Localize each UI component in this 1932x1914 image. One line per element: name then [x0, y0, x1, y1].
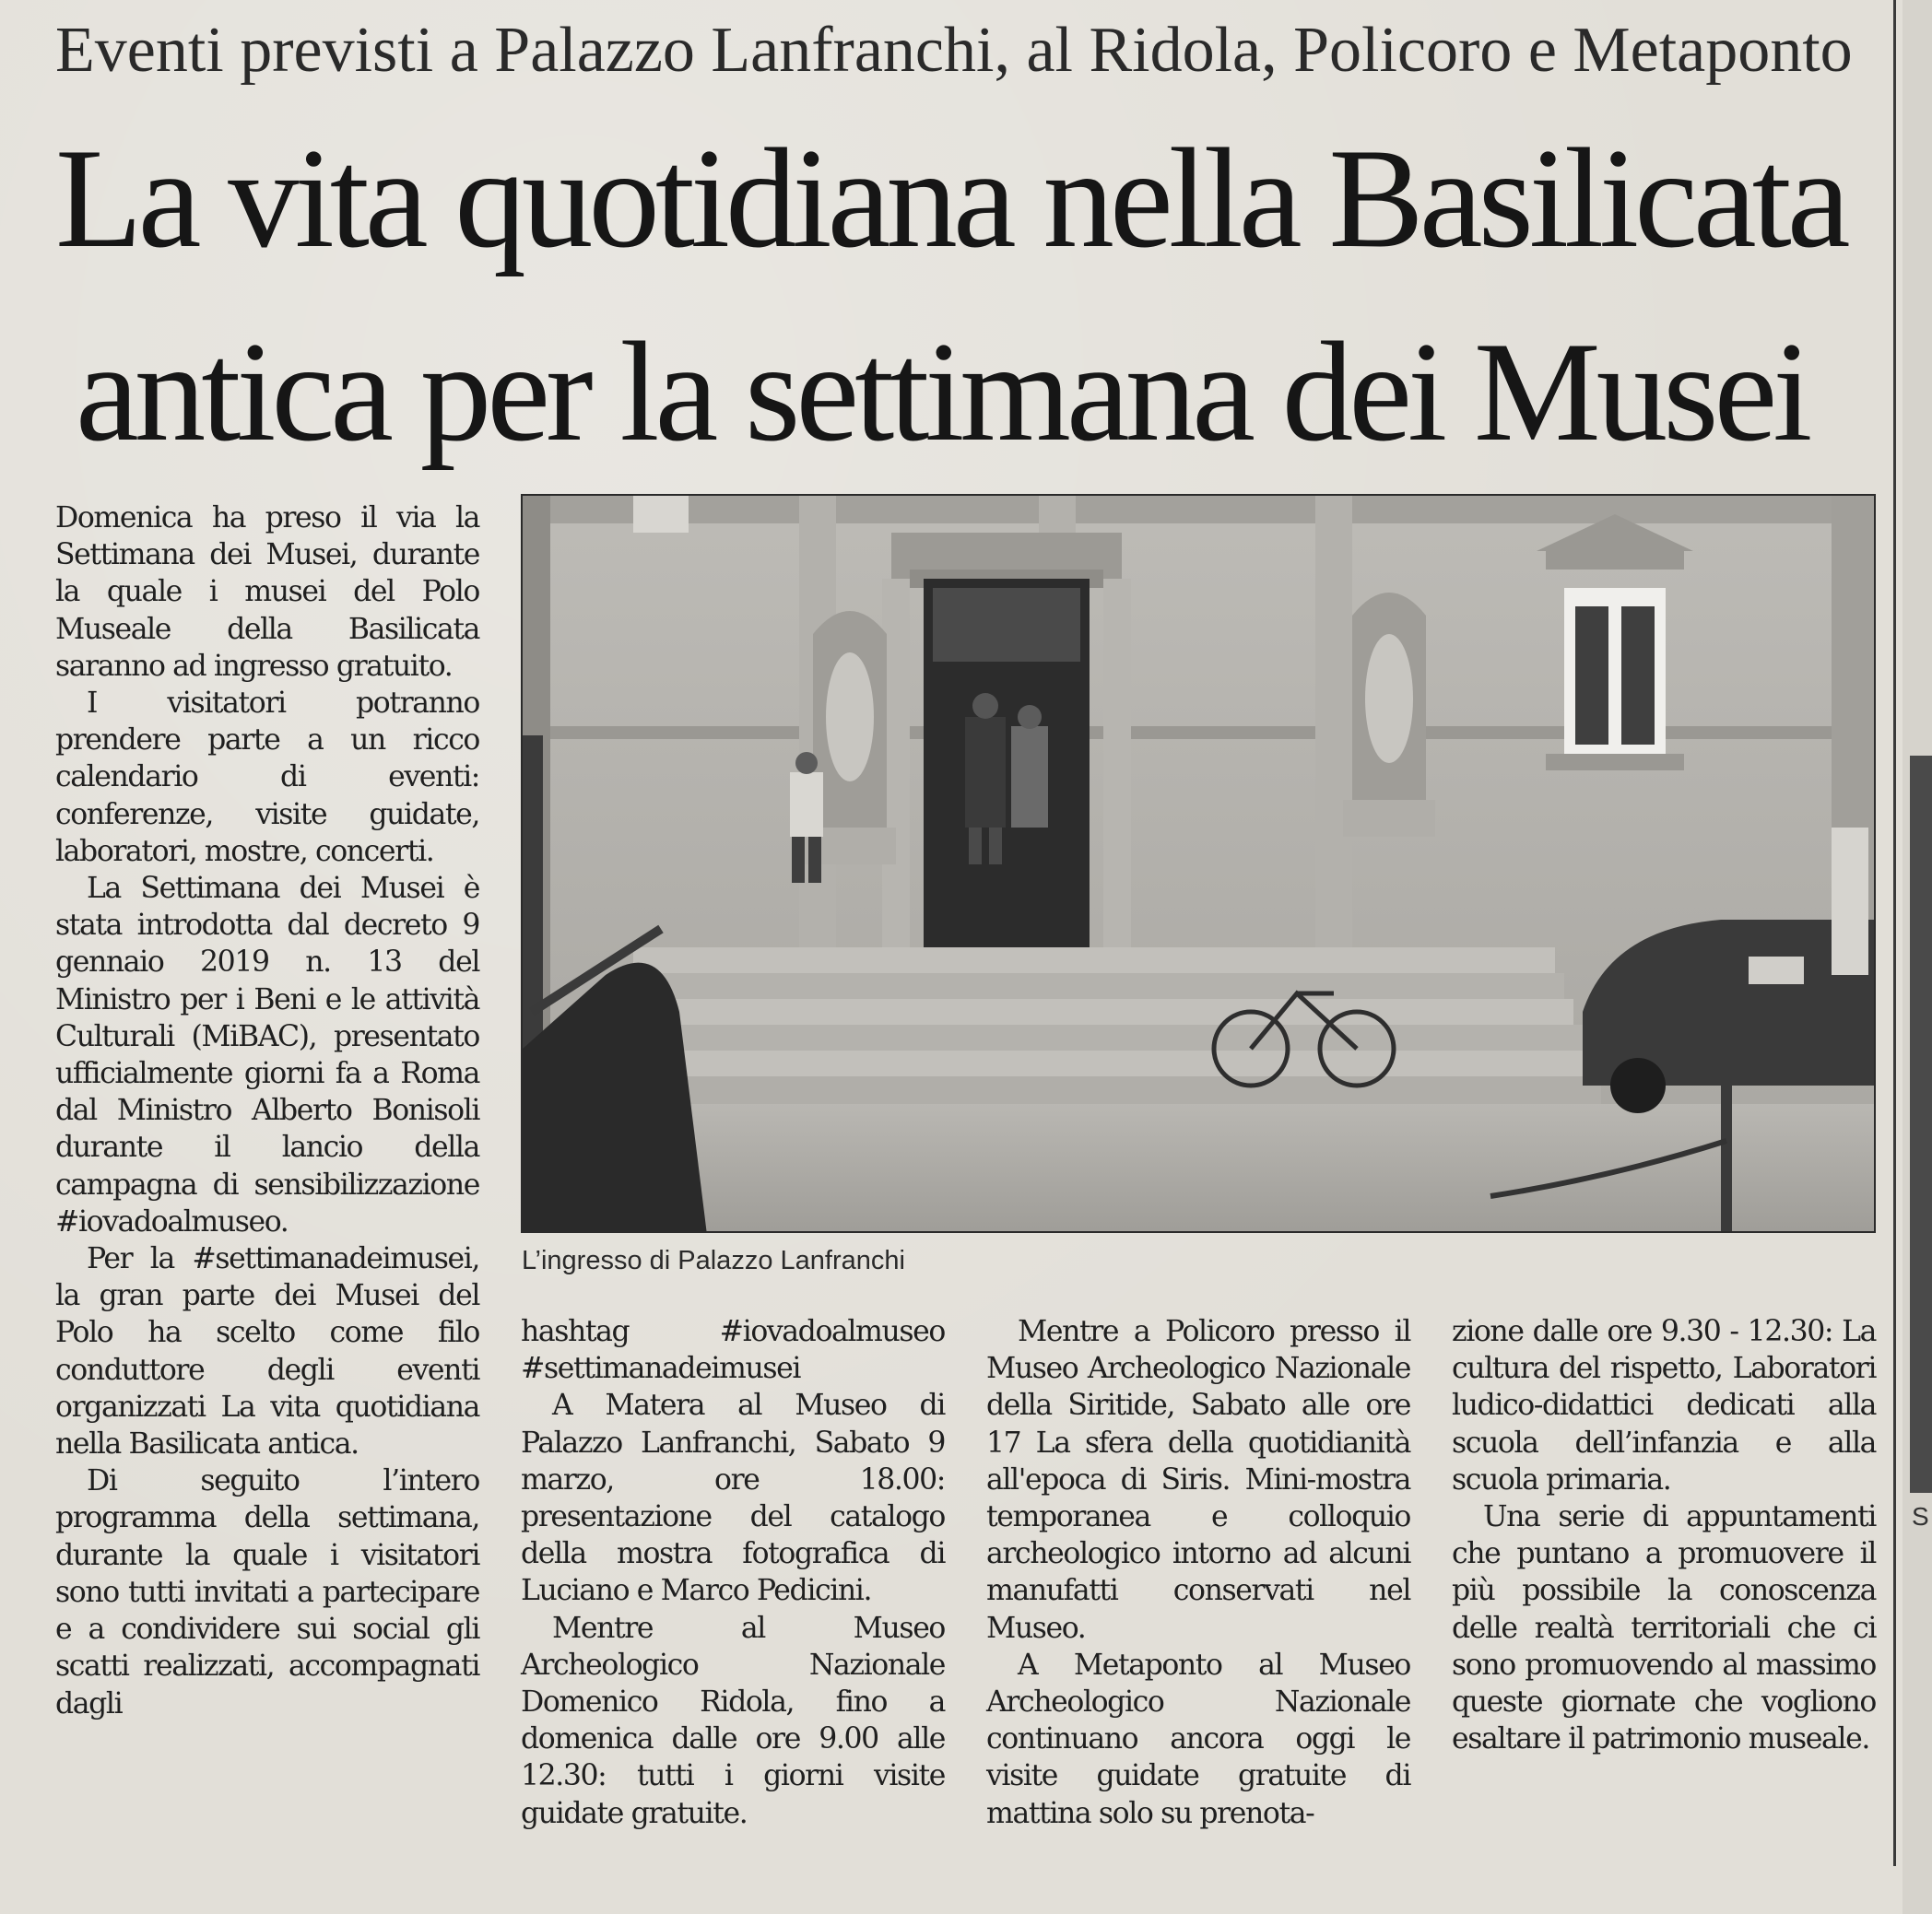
- column-divider: [1893, 0, 1896, 1866]
- article-photo: [521, 494, 1876, 1233]
- paragraph: Domenica ha preso il via la Settimana dei Musei, durante la quale i musei del Polo Museale della Basilicata saranno ad ingresso gratuito.: [55, 501, 479, 683]
- paragraph: Una serie di appuntamenti che puntano a promuovere il più possibile la conoscenza delle realtà territoriali che ci sono promuovendo al massimo queste giornate che vogliono esaltare il patrimonio museale.: [1452, 1500, 1876, 1756]
- paragraph: A Metaponto al Museo Archeologico Nazionale continuano ancora oggi le visite guidate gratuite di mattina solo su prenota-: [986, 1648, 1410, 1830]
- article-column-3: [986, 1313, 1410, 1866]
- paragraph: Mentre al Museo Archeologico Nazionale Domenico Ridola, fino a domenica dalle ore 9.00 alle 12.30: tutti i giorni visite guidate gratuite.: [521, 1611, 945, 1830]
- headline-line-1: La vita quotidiana nella Basilicata: [55, 119, 1846, 277]
- paragraph: La Settimana dei Musei è stata introdotta dal decreto 9 gennaio 2019 n. 13 del Ministro per i Beni e le attività Culturali (MiBAC), presentato ufficialmente giorni fa a Roma dal Ministro Alberto Bonisoli durante il lancio della campagna di sensibilizzazione #iovadoalmuseo.: [55, 872, 479, 1239]
- paragraph: I visitatori potranno prendere parte a un ricco calendario di eventi: conferenze, visite guidate, laboratori, mostre, concerti.: [55, 687, 479, 868]
- photo-caption: L’ingresso di Palazzo Lanfranchi: [522, 1246, 905, 1275]
- paragraph: A Matera al Museo di Palazzo Lanfranchi, Sabato 9 marzo, ore 18.00: presentazione del catalogo della mostra fotografica di Luciano e Marco Pedicini.: [521, 1389, 945, 1608]
- headline-line-2: antica per la settimana dei Musei: [76, 312, 1808, 471]
- paragraph: hashtag #iovadoalmuseo #settimanadeimusei: [521, 1315, 945, 1386]
- paragraph: Mentre a Policoro presso il Museo Archeologico Nazionale della Siritide, Sabato alle ore 17 La sfera della quotidianità all'epoca di Siris. Mini-mostra temporanea e colloquio archeologico intorno ad alcuni manufatti conservati nel Museo.: [986, 1315, 1410, 1645]
- paragraph: Di seguito l’intero programma della settimana, durante la quale i visitatori sono tutti invitati a partecipare e a condividere sui social gli scatti realizzati, accompagnati dagli: [55, 1464, 479, 1720]
- adjacent-page-photo: [1910, 756, 1932, 1493]
- article-column-1: [55, 499, 479, 1863]
- palazzo-entrance-image: [523, 496, 1876, 1233]
- paragraph: zione dalle ore 9.30 - 12.30: La cultura del rispetto, Laboratori ludico-didattici dedicati alla scuola dell’infanzia e alla scuola primaria.: [1452, 1315, 1876, 1497]
- article-column-4: [1452, 1313, 1876, 1866]
- article-kicker: Eventi previsti a Palazzo Lanfranchi, al Ridola, Policoro e Metaponto: [55, 15, 1853, 86]
- paragraph: Per la #settimanadeimusei, la gran parte dei Musei del Polo ha scelto come filo conduttore degli eventi organizzati La vita quotidiana nella Basilicata antica.: [55, 1242, 479, 1462]
- article-column-2: [521, 1313, 945, 1866]
- adjacent-page-letter: S: [1912, 1502, 1929, 1531]
